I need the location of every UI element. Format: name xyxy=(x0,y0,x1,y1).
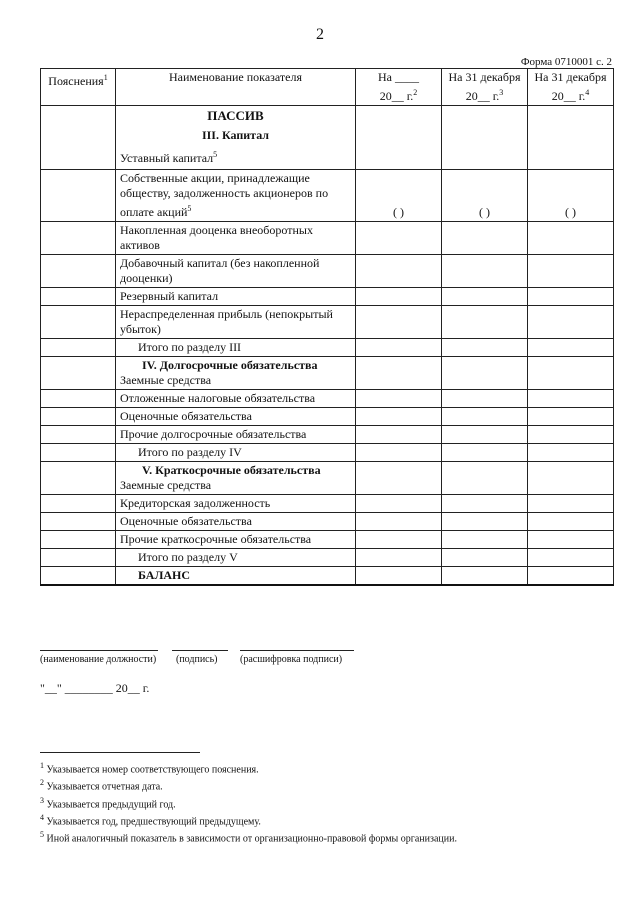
page-number: 2 xyxy=(316,26,324,43)
row-other-long-term: Прочие долгосрочные обязательства xyxy=(116,426,356,444)
header-col1: На ____ 20__ г.$^2$ xyxy=(356,69,442,106)
table-row xyxy=(41,288,614,306)
section-title-iv: IV. Долгосрочные обязательства xyxy=(142,358,318,372)
date-line: "__" ________ 20__ г. xyxy=(40,681,150,695)
footnote-item: $^1$ Указывается номер соответствующего пояснения. xyxy=(40,761,259,776)
name-cell: Собственные акции, принадлежащие обществу, задолженность акционеров по оплате акций$^5$ xyxy=(116,170,356,222)
table-row xyxy=(41,513,614,531)
table-row xyxy=(41,306,614,339)
section-title-iii: III. Капитал xyxy=(201,128,270,142)
header-col3: На 31 декабря 20__ г.$^4$ xyxy=(528,69,614,106)
row-charter-capital: Уставный капитал xyxy=(120,151,214,165)
row-short-term-loans: Заемные средства xyxy=(120,478,212,492)
row-long-term-estimated: Оценочные обязательства xyxy=(116,408,356,426)
table-row xyxy=(41,357,614,390)
footnote-item: $^2$ Указывается отчетная дата. xyxy=(40,778,163,793)
name-cell xyxy=(116,462,356,495)
name-cell: ПАССИВ III. Капитал Уставный капитал$^5$ xyxy=(116,106,356,170)
notes-cell xyxy=(41,106,116,170)
footnotes xyxy=(40,752,457,846)
name-cell xyxy=(116,357,356,390)
footnote-item: $^5$ Иной аналогичный показатель в зависимости от организационно-правовой формы организации. xyxy=(40,830,457,845)
footnote-divider xyxy=(40,752,200,753)
table-row xyxy=(41,170,614,222)
row-total-v: Итого по разделу V xyxy=(116,549,356,567)
table-row xyxy=(41,549,614,567)
table-row xyxy=(41,426,614,444)
value-paren-2: ( ) xyxy=(442,170,528,222)
row-own-shares: Собственные акции, принадлежащие обществу, задолженность акционеров по оплате акций xyxy=(120,171,329,219)
section-title-v: V. Краткосрочные обязательства xyxy=(142,463,321,477)
section-title-passiv: ПАССИВ xyxy=(207,108,264,123)
table-row xyxy=(41,390,614,408)
table-row xyxy=(41,408,614,426)
value-paren-1: ( ) xyxy=(356,170,442,222)
row-total-iv: Итого по разделу IV xyxy=(116,444,356,462)
row-balance: БАЛАНС xyxy=(116,567,356,586)
row-deferred-tax: Отложенные налоговые обязательства xyxy=(116,390,356,408)
value-paren-3: ( ) xyxy=(528,170,614,222)
form-code: Форма 0710001 с. 2 xyxy=(520,56,612,68)
row-revaluation: Накопленная дооценка внеоборотных активов xyxy=(116,222,356,255)
table-row xyxy=(41,339,614,357)
decode-label: (расшифровка подписи) xyxy=(240,654,343,665)
header-name: Наименование показателя xyxy=(116,69,356,106)
table-row xyxy=(41,495,614,513)
row-retained-earnings: Нераспределенная прибыль (непокрытый убыток) xyxy=(116,306,356,339)
footnote-item: $^3$ Указывается предыдущий год. xyxy=(40,795,176,810)
table-row xyxy=(41,462,614,495)
footnote-item: $^4$ Указывается год, предшествующий предыдущему. xyxy=(40,812,261,828)
header-row xyxy=(41,69,614,106)
row-short-term-estimated: Оценочные обязательства xyxy=(116,513,356,531)
header-notes: Пояснения$^1$ xyxy=(41,69,116,106)
row-total-iii: Итого по разделу III xyxy=(116,339,356,357)
table-row xyxy=(41,222,614,255)
row-long-term-loans: Заемные средства xyxy=(120,373,212,387)
header-col2: На 31 декабря 20__ г.$^3$ xyxy=(442,69,528,106)
row-other-short-term: Прочие краткосрочные обязательства xyxy=(116,531,356,549)
row-additional-capital: Добавочный капитал (без накопленной дооценки) xyxy=(116,255,356,288)
row-payables: Кредиторская задолженность xyxy=(116,495,356,513)
table-row xyxy=(41,531,614,549)
position-label: (наименование должности) xyxy=(40,654,157,665)
table-row xyxy=(41,106,614,170)
balance-sheet-table xyxy=(40,68,614,586)
row-reserve-capital: Резервный капитал xyxy=(116,288,356,306)
table-row xyxy=(41,255,614,288)
table-row xyxy=(41,567,614,586)
table-row xyxy=(41,444,614,462)
sign-label: (подпись) xyxy=(176,654,218,665)
